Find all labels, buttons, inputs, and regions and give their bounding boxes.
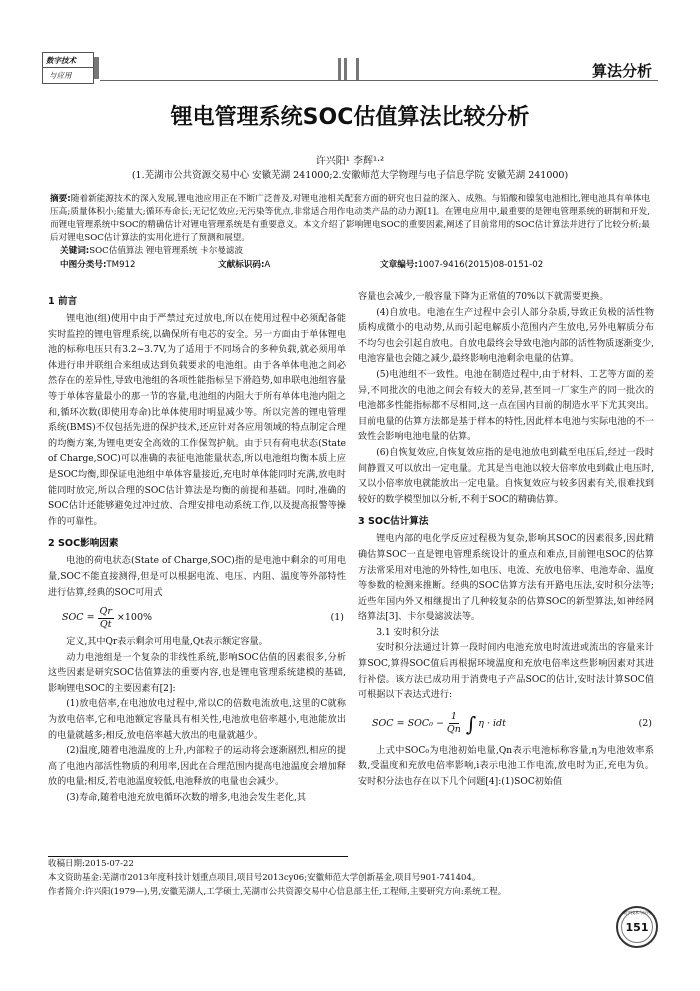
footnote-fund: 本文资助基金:芜湖市2013年度科技计划重点项目,项目号2013cy06;安徽师范大学创新基金,项目号901-741404。 — [48, 873, 481, 883]
keywords-text: SOC估值算法 锂电管理系统 卡尔曼滤波 — [89, 246, 244, 256]
journal-name-line1: 数字技术 — [43, 53, 93, 68]
abstract-text: 随着新能源技术的深入发展,锂电池应用正在不断广泛普及,对锂电池相关配套方面的研究也日益的深入、成熟。与铅酸和镍氢电池相比,锂电池具有单体电压高;质量体积小;能量大;循环寿命长;无记忆效应;无污染等优点,非常适合用作电动类产品的动力源[1]。在锂电应用中,最重要的是锂电管理系统的研制和开发,而锂电管理系统中SOC的精确估计对锂电管理系统是有重要意义。本文介绍了影响锂电SOC的重要因素,阐述了目前常用的SOC估计算法并进行了比较分析;最后对锂电SOC估计算法的实用化进行了预测和展望。 — [50, 194, 651, 243]
page-number-badge — [616, 906, 658, 948]
right-column — [358, 290, 654, 791]
paragraph: (1)放电倍率,在电池放电过程中,常以C的倍数电流放电,这里的C就称为放电倍率,它和电池额定容量具有相关性,电池放电倍率越小,电池能放出的电量就越多;相反,放电倍率越大放出的电量就越少。 — [48, 699, 346, 741]
section-heading: 1 前言 — [48, 296, 78, 307]
formula-ampere-hour: SOC = SOC₀ − $\frac{1}{Qn}$ ∫ η · idt (2) — [372, 711, 652, 736]
article-number: 文章编号:1007-9416(2015)08-0151-02 — [380, 260, 544, 270]
section-heading: 2 SOC影响因素 — [48, 538, 119, 550]
paper-title: 锂电管理系统SOC估值算法比较分析 — [170, 105, 530, 130]
subsection-heading: 3.1 安时积分法 — [376, 627, 440, 638]
keywords — [60, 244, 243, 256]
equation-number: (1) — [330, 612, 344, 624]
section-title: 算法分析 — [591, 62, 652, 80]
clc-number: 中图分类号:TM912 — [60, 260, 136, 270]
equation-number: (2) — [638, 718, 652, 730]
paragraph: (2)温度,随着电池温度的上升,内部粒子的运动将会逐渐剧烈,相应的提高了电池内部活性物质的利用率,因此在合理范围内提高电池温度会增加释放的电量;相反,若电池温度较低,电池释放的电量也会减少。 — [48, 746, 346, 788]
paragraph: 锂电池(组)使用中由于严禁过充过放电,所以在使用过程中必须配备能实时监控的锂电管理系统,以确保所有电芯的安全。另一方面由于单体锂电池的标称电压只有3.2~3.7V,为了适用于不同场合的多种负载,就必须用单体进行串并联组合来组成达到负载要求的电池组。由于各单体电池之间必然存在的差异性,导致电池组的各项性能指标呈下滑趋势,如串联电池组容量等于单体容量最小的那一节的容量,电池组的内阻大于所有单体电池内阻之和,循环次数(即使用寿命)比单体使用时明显减少等。所以完善的锂电管理系统(BMS)不仅包括先进的保护技术,还应针对各应用领域的特点制定合理的均衡方案,为锂电更安全高效的工作保驾护航。由于只有荷电状态(State of Charge,SOC)可以准确的表征电池能量状态,所以电池组均衡本质上应是SOC均衡,即保证电池组中单体容量接近,充电时单体能同时充满,放电时能同时放完,所以合理的SOC估计算法是均衡的前提和基础。同时,准确的SOC估计还能够避免过冲过放、合理安排电动系统工作,以及提高报警等操作的可靠性。 — [48, 314, 346, 527]
footnote-author-bio: 作者简介:许兴阳(1979—),男,安徽芜湖人,工学硕士,芜湖市公共资源交易中心信息部主任,工程师,主要研究方向:系统工程。 — [48, 887, 507, 897]
paragraph: (3)寿命,随着电池充放电循环次数的增多,电池会发生老化,其 — [66, 793, 306, 804]
paper-authors: 许兴阳¹ 李辉¹·² — [315, 156, 385, 167]
journal-logo — [42, 52, 94, 84]
logo-tab-decoration — [94, 57, 99, 79]
abstract — [50, 193, 650, 245]
journal-name-line2: 与应用 — [49, 71, 72, 80]
keywords-label: 关键词: — [60, 246, 90, 256]
footnote-rule — [48, 856, 348, 857]
document-code: 文献标识码:A — [218, 260, 271, 270]
abstract-label: 摘要: — [50, 194, 71, 204]
paragraph: 容量也会减少,一般容量下降为正常值的70%以下就需要更换。 — [358, 292, 609, 302]
section-heading: 3 SOC估计算法 — [358, 516, 429, 528]
badge-arc-text: 数字技术与应用 — [623, 910, 651, 915]
paragraph: (4)自放电。电池在生产过程中会引人部分杂质,导致正负极的活性物质构成微小的电动势,从而引起电解质小范围内产生放电,另外电解质分布不均匀也会引起自放电。自放电最终会导致电池内部的活性物质逐渐变少,电池容量也会随之减少,最终影响电池剩余电量的估算。 — [358, 307, 654, 365]
left-column — [48, 290, 346, 807]
paper-affiliation: (1.芜湖市公共资源交易中心 安徽芜湖 241000;2.安徽师范大学物理与电子信息学院 安徽芜湖 241000) — [131, 170, 569, 181]
header-rule — [100, 80, 658, 81]
paragraph: 定义,其中Qr表示剩余可用电量,Qt表示额定容量。 — [66, 637, 268, 648]
paragraph: 锂电内部的电化学反应过程极为复杂,影响其SOC的因素很多,因此精确估算SOC一直是锂电管理系统设计的重点和难点,目前锂电SOC的估算方法常采用对电池的外特性,如电压、电流、充放电倍率、电池寿命、温度等参数的检测来推断。经典的SOC估算方法有开路电压法,安时积分法等;近些年国内外又相继提出了几种较复杂的估算SOC的新型算法,如神经网络算法[3]、卡尔曼滤波法等。 — [358, 534, 654, 623]
paragraph: 电池的荷电状态(State of Charge,SOC)指的是电池中剩余的可用电量,SOC不能直接测得,但是可以根据电流、电压、内阻、温度等外部特性进行估算,经典的SOC可用式 — [48, 556, 346, 598]
paragraph: (6)自恢复效应,自恢复效应指的是电池放电到截至电压后,经过一段时间静置又可以放出一定电量。尤其是当电池以较大倍率放电到截止电压时,又以小倍率放电就能放出一定电量。自恢复效应与较多因素有关,很难找到较好的数学模型加以分析,不利于SOC的精确估算。 — [358, 447, 654, 505]
paragraph: 动力电池组是一个复杂的非线性系统,影响SOC估值的因素很多,分析这些因素是研究SOC估值算法的重要内容,也是锂电管理系统建模的基础,影响锂电SOC的主要因素有[2]: — [48, 652, 346, 694]
formula-soc-definition: SOC = $\frac{Qr}{Qt}$ ×100% (1) — [62, 605, 344, 630]
page-number: 151 — [625, 920, 649, 934]
footnote-received: 收稿日期:2015-07-22 — [48, 859, 134, 869]
paragraph: (5)电池组不一致性。电池在制造过程中,由于材料、工艺等方面的差异,不同批次的电池之间会有较大的差异,甚至同一厂家生产的同一批次的电池都多性能指标都不尽相同,这一点在国内目前的制造水平下尤其突出。目前电量的估算方法都是基于样本的特性,因此样本电池与实际电池的不一致性会影响电池电量的估算。 — [358, 369, 654, 443]
paragraph: 安时积分法通过计算一段时间内电池充放电时流进或流出的容量来计算SOC,算得SOC值后再根据环境温度和充放电倍率这些影响因素对其进行补偿。该方法已成功用于消费电子产品SOC的估计,安时法计算SOC值可根据以下表达式进行: — [358, 643, 654, 701]
paragraph: 上式中SOC₀为电池初始电量,Qn表示电池标称容量,η为电池效率系数,受温度和充放电倍率影响,i表示电池工作电流,放电时为正,充电为负。安时积分法也存在以下几个问题[4]:(1)SOC初始值 — [358, 745, 654, 788]
